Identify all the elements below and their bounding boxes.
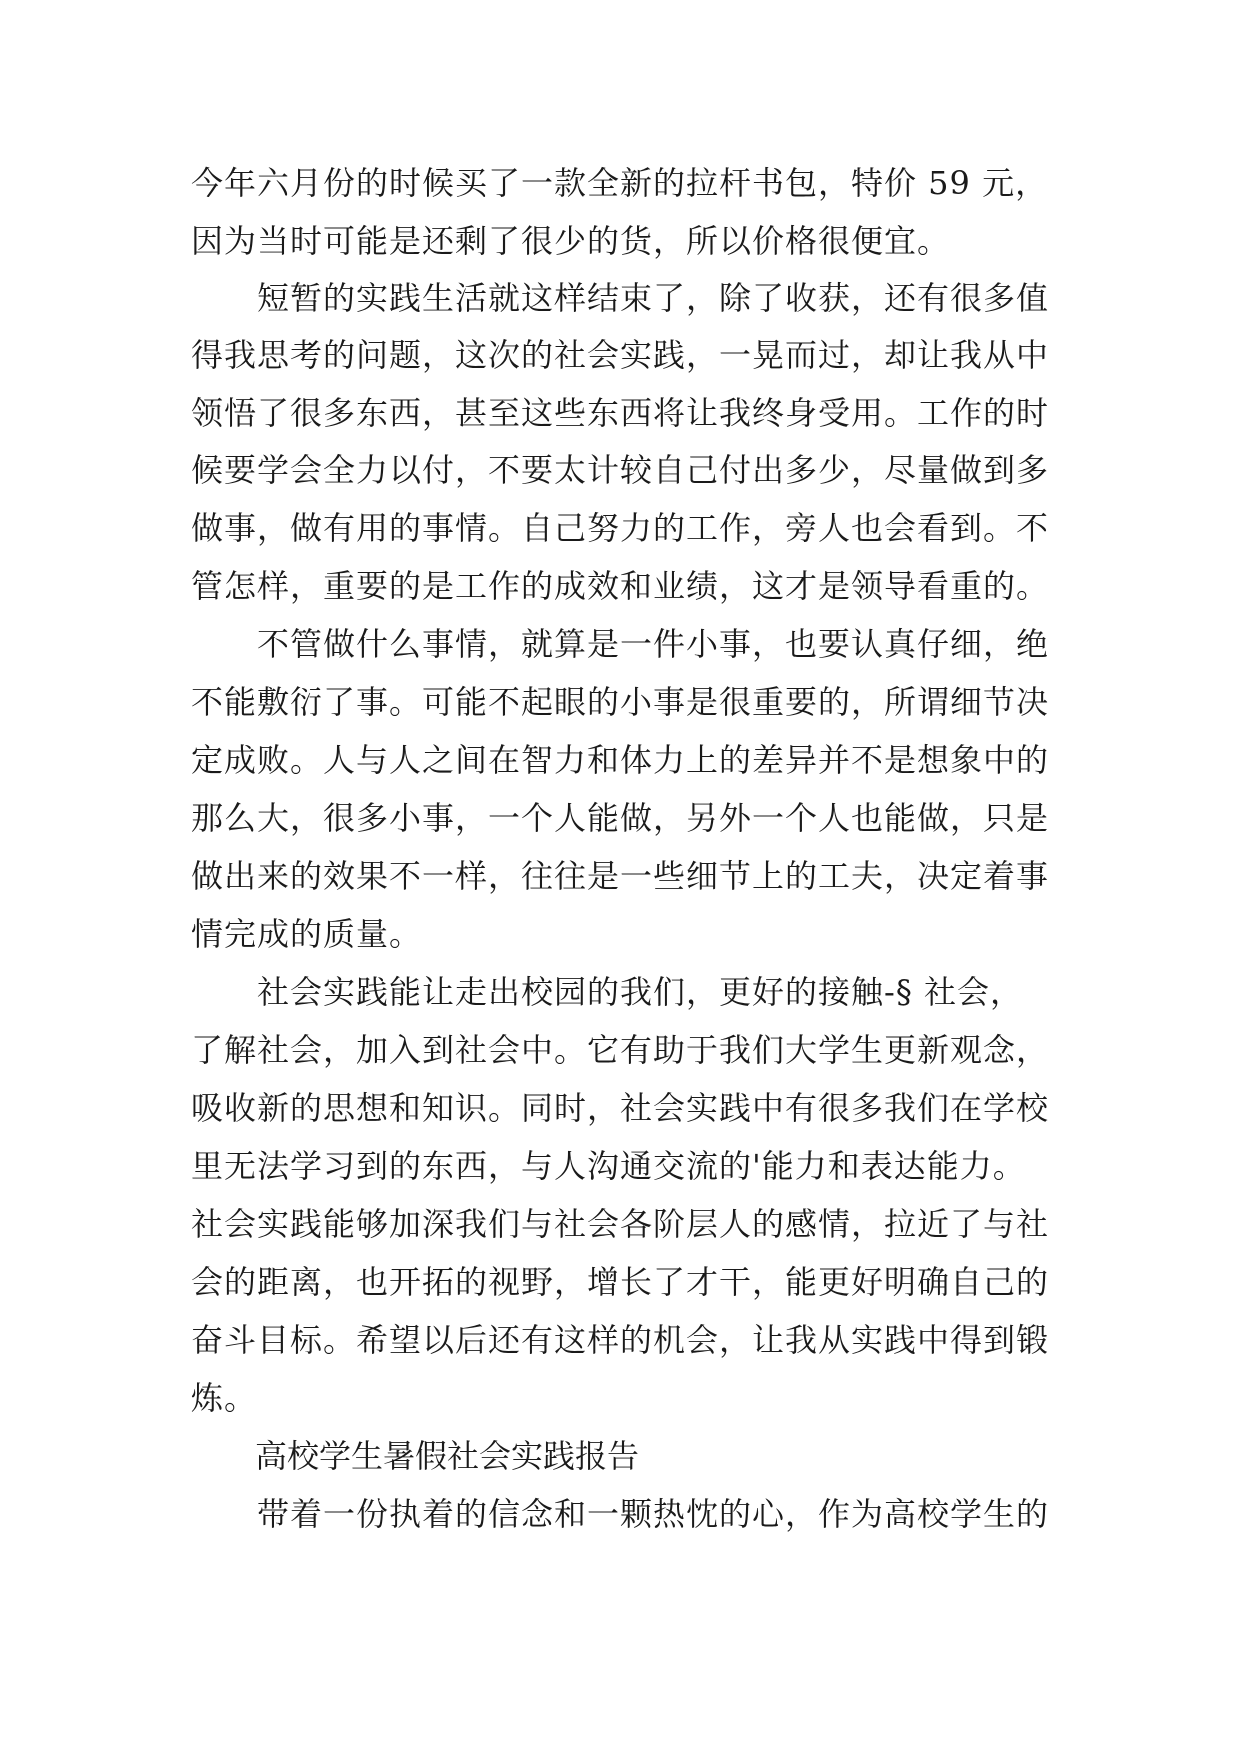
text-line: 了解社会，加入到社会中。它有助于我们大学生更新观念， (191, 1031, 1050, 1069)
text-line: 今年六月份的时候买了一款全新的拉杆书包，特价 59 元， (191, 164, 1049, 202)
text-line: 候要学会全力以付，不要太计较自己付出多少，尽量做到多 (191, 451, 1050, 489)
text-line: 会的距离，也开拓的视野，增长了才干，能更好明确自己的 (191, 1263, 1050, 1301)
section-heading: 高校学生暑假社会实践报告 (191, 1437, 640, 1475)
text-line: 做事，做有用的事情。自己努力的工作，旁人也会看到。不 (191, 509, 1050, 547)
text-line: 短暂的实践生活就这样结束了，除了收获，还有很多值 (191, 279, 1050, 317)
text-line: 里无法学习到的东西，与人沟通交流的'能力和表达能力。 (191, 1147, 1026, 1185)
text-line: 得我思考的问题，这次的社会实践，一晃而过，却让我从中 (191, 336, 1050, 374)
text-line: 奋斗目标。希望以后还有这样的机会，让我从实践中得到锻 (191, 1321, 1050, 1359)
text-line: 不能敷衍了事。可能不起眼的小事是很重要的，所谓细节决 (191, 683, 1050, 721)
text-line: 做出来的效果不一样，往往是一些细节上的工夫，决定着事 (191, 857, 1050, 895)
text-line: 管怎样，重要的是工作的成效和业绩，这才是领导看重的。 (191, 567, 1050, 605)
text-line: 社会实践能让走出校园的我们，更好的接触-§ 社会， (191, 973, 1023, 1011)
text-line: 带着一份执着的信念和一颗热忱的心，作为高校学生的 (191, 1495, 1050, 1533)
text-line: 社会实践能够加深我们与社会各阶层人的感情，拉近了与社 (191, 1205, 1050, 1243)
text-line: 吸收新的思想和知识。同时，社会实践中有很多我们在学校 (191, 1089, 1050, 1127)
text-line: 定成败。人与人之间在智力和体力上的差异并不是想象中的 (191, 741, 1050, 779)
text-line: 那么大，很多小事，一个人能做，另外一个人也能做，只是 (191, 799, 1050, 837)
text-line: 因为当时可能是还剩了很少的货，所以价格很便宜。 (191, 222, 951, 260)
text-line: 不管做什么事情，就算是一件小事，也要认真仔细，绝 (191, 625, 1050, 663)
text-line: 炼。 (191, 1379, 258, 1417)
text-line: 情完成的质量。 (191, 915, 423, 953)
text-line: 领悟了很多东西，甚至这些东西将让我终身受用。工作的时 (191, 394, 1050, 432)
